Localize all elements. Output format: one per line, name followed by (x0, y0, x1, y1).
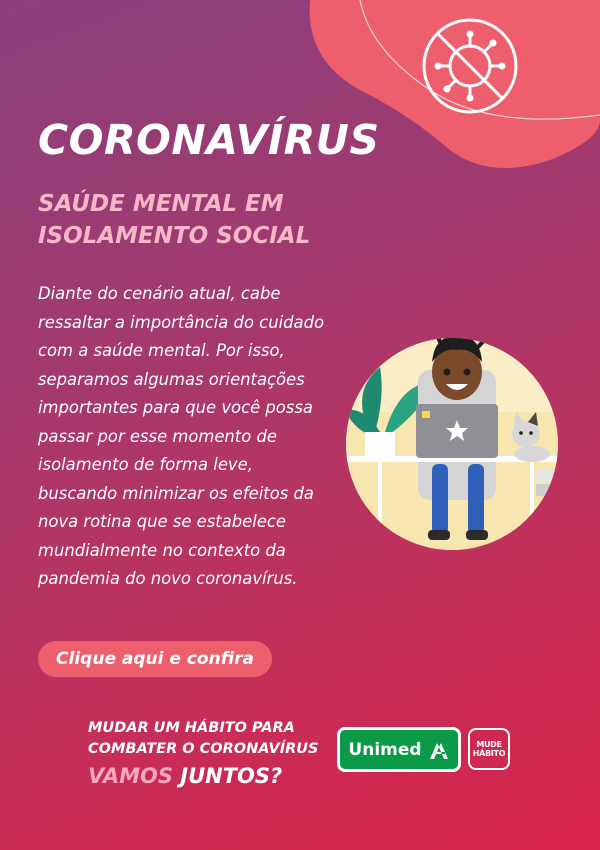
slogan-call (88, 762, 319, 790)
mude-logo-line: MUDE (476, 740, 502, 749)
body-line: mundialmente no contexto da (38, 540, 286, 560)
body-line: isolamento de forma leve, (38, 455, 253, 474)
slogan (88, 718, 319, 790)
body-line: com a saúde mental. Por isso, (38, 341, 285, 360)
unimed-wordmark: Unimed (348, 739, 422, 760)
unimed-tree-icon (428, 741, 450, 759)
cta-button[interactable]: Clique aqui e confira (38, 641, 272, 677)
virus-crossed-icon (424, 20, 516, 112)
slogan-line: MUDAR UM HÁBITO PARA (88, 720, 295, 736)
slogan-vamos: VAMOS (88, 764, 173, 788)
subtitle-line: ISOLAMENTO SOCIAL (38, 223, 311, 249)
person-at-laptop-illustration (340, 292, 570, 562)
slogan-line: COMBATER O CORONAVÍRUS (88, 741, 319, 757)
mude-logo-line: HÁBITO (472, 749, 506, 758)
body-line: Diante do cenário atual, cabe (38, 284, 281, 303)
body-line: buscando minimizar os efeitos da (38, 483, 314, 503)
body-line: nova rotina que se estabelece (38, 512, 286, 531)
body-line: pandemia do novo coronavírus. (38, 569, 298, 588)
body-line: ressaltar a importância do cuidado (38, 312, 325, 332)
body-paragraph (38, 280, 338, 594)
body-line: passar por esse momento de (38, 426, 277, 446)
mude-habito-logo (468, 728, 510, 770)
slogan-juntos: JUNTOS? (180, 764, 283, 788)
unimed-logo (337, 727, 461, 772)
page-subtitle (38, 188, 338, 252)
body-line: importantes para que você possa (38, 398, 313, 417)
subtitle-line: SAÚDE MENTAL EM (38, 191, 284, 217)
page-title: CORONAVÍRUS (38, 116, 380, 164)
body-line: separamos algumas orientações (38, 369, 305, 389)
